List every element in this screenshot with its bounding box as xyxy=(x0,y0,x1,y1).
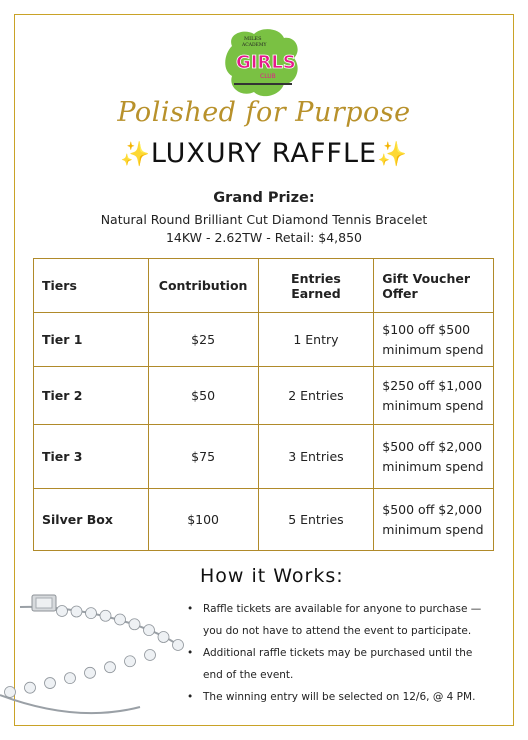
table-row xyxy=(34,313,494,367)
tier-name: Tier 1 xyxy=(34,313,149,367)
table-header-row xyxy=(34,259,494,313)
tiers-table xyxy=(33,258,494,551)
logo-text-line1: MILES xyxy=(244,36,262,42)
logo-text-sub: CLUB xyxy=(260,73,276,80)
girls-club-logo xyxy=(222,26,302,104)
bracelet-stone xyxy=(25,682,36,693)
prize-line-2: 14KW - 2.62TW - Retail: $4,850 xyxy=(165,230,362,245)
raffle-title-text: LUXURY RAFFLE xyxy=(150,138,378,169)
grand-prize-description xyxy=(0,211,528,247)
tier-name: Tier 3 xyxy=(34,425,149,489)
tier-voucher: $500 off $2,000 minimum spend xyxy=(374,489,494,551)
bracelet-stone xyxy=(173,640,184,651)
bracelet-stone xyxy=(105,662,116,673)
tier-entries: 1 Entry xyxy=(258,313,374,367)
grand-prize-label: Grand Prize: xyxy=(213,190,315,206)
table-row xyxy=(34,367,494,425)
bracelet-stone xyxy=(86,608,97,619)
header-voucher: Gift Voucher Offer xyxy=(374,259,494,313)
tier-entries: 2 Entries xyxy=(258,367,374,425)
how-it-works-list xyxy=(187,598,492,708)
bracelet-stone xyxy=(5,687,16,698)
tier-name: Silver Box xyxy=(34,489,149,551)
bracelet-stone xyxy=(71,606,82,617)
tier-contribution: $50 xyxy=(148,367,258,425)
tier-contribution: $100 xyxy=(148,489,258,551)
list-item: • Raffle tickets are available for anyone to purchase — you do not have to attend the event to participate. xyxy=(187,598,492,642)
logo-text-line2: ACADEMY xyxy=(242,43,267,48)
bullet-icon: • xyxy=(187,647,194,659)
bracelet-stone xyxy=(100,610,111,621)
sparkle-icon: ✨ xyxy=(120,140,151,168)
tier-voucher: $500 off $2,000 minimum spend xyxy=(374,425,494,489)
table-row xyxy=(34,489,494,551)
bracelet-stone xyxy=(45,678,56,689)
raffle-title xyxy=(0,138,528,169)
bracelet-stone xyxy=(115,614,126,625)
bullet-icon: • xyxy=(187,691,194,703)
list-item: • Additional raffle tickets may be purchased until the end of the event. xyxy=(187,642,492,686)
bracelet-stone xyxy=(144,625,155,636)
bracelet-stone xyxy=(145,650,156,661)
logo-text-main: GIRLS xyxy=(236,52,296,73)
tier-entries: 5 Entries xyxy=(258,489,374,551)
bracelet-stone xyxy=(65,673,76,684)
table-row xyxy=(34,425,494,489)
tier-contribution: $25 xyxy=(148,313,258,367)
header-entries: Entries Earned xyxy=(258,259,374,313)
tier-voucher: $250 off $1,000 minimum spend xyxy=(374,367,494,425)
header-tiers: Tiers xyxy=(34,259,149,313)
bracelet-stone xyxy=(85,667,96,678)
bracelet-stone xyxy=(125,656,136,667)
header-contribution: Contribution xyxy=(148,259,258,313)
sparkle-icon: ✨ xyxy=(377,140,408,168)
tier-name: Tier 2 xyxy=(34,367,149,425)
tennis-bracelet-image xyxy=(0,585,185,735)
bracelet-stone xyxy=(129,619,140,630)
how-it-works-title: How it Works: xyxy=(200,565,344,587)
tier-entries: 3 Entries xyxy=(258,425,374,489)
script-title: Polished for Purpose xyxy=(117,97,411,128)
list-item: • The winning entry will be selected on 12/6, @ 4 PM. xyxy=(187,686,492,708)
prize-line-1: Natural Round Brilliant Cut Diamond Tennis Bracelet xyxy=(100,212,428,227)
tier-voucher: $100 off $500 minimum spend xyxy=(374,313,494,367)
bracelet-stone xyxy=(57,606,68,617)
tier-contribution: $75 xyxy=(148,425,258,489)
bullet-icon: • xyxy=(187,603,194,615)
bracelet-stone xyxy=(158,632,169,643)
